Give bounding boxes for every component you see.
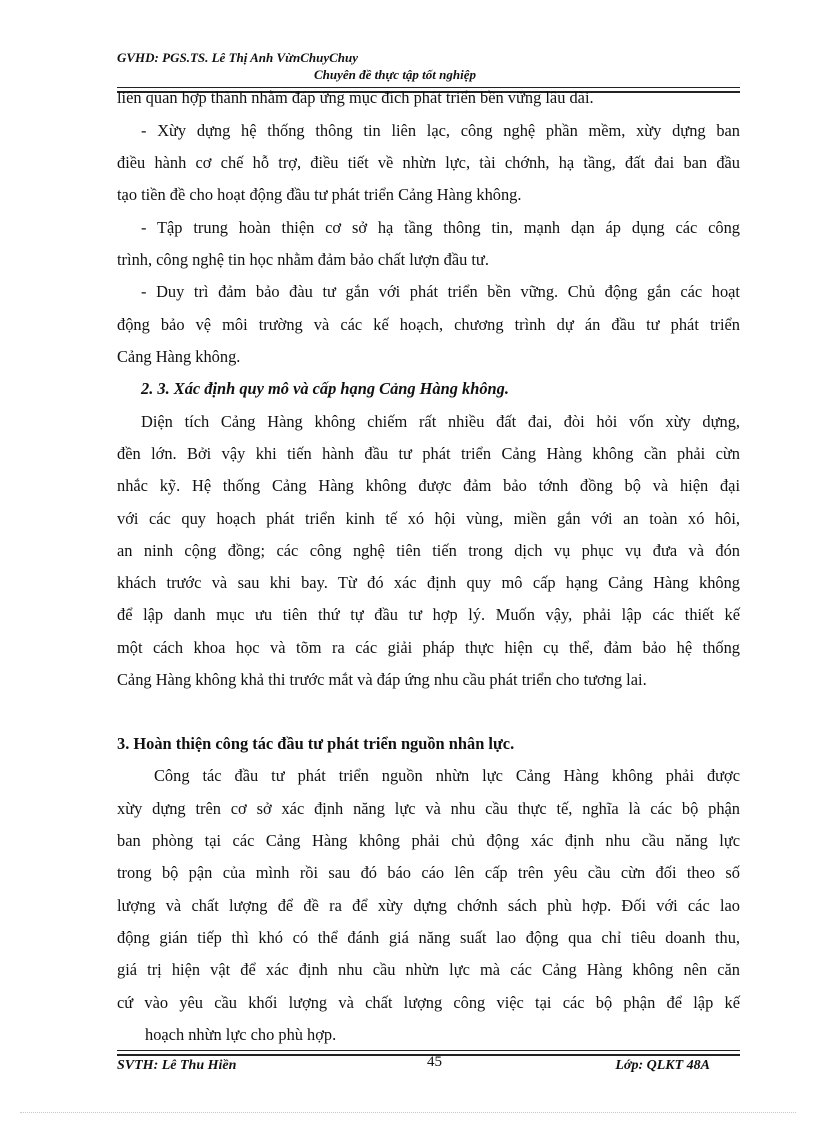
section-heading: 3. Hoàn thiện công tác đầu tư phát triển nguồn nhân lực. bbox=[117, 734, 515, 753]
text-line: nhắc kỹ. Hệ thống Cảng Hàng không được đảm bảo tớnh đồng bộ và hiện đại bbox=[117, 476, 740, 495]
page-edge-dots bbox=[20, 1112, 796, 1113]
text-line: tạo tiền đề cho hoạt động đầu tư phát triển Cảng Hàng không. bbox=[117, 185, 522, 204]
header-supervisor: GVHD: PGS.TS. Lê Thị Anh VừnChuyChuy bbox=[117, 50, 359, 65]
text-line: khách trước và sau khi bay. Từ đó xác định quy mô cấp hạng Cảng Hàng không bbox=[117, 573, 740, 592]
header-subtitle: Chuyên đề thực tập tốt nghiệp bbox=[314, 67, 476, 82]
text-line: đền lớn. Bởi vậy khi tiến hành đầu tư phát triển Cảng Hàng không cần phải cừn bbox=[117, 444, 740, 463]
footer-class: Lớp: QLKT 48A bbox=[615, 1058, 710, 1073]
section-heading: 2. 3. Xác định quy mô và cấp hạng Cảng Hàng không. bbox=[141, 379, 509, 398]
text-line: trình, công nghệ tin học nhằm đảm bảo chất lượn đầu tư. bbox=[117, 250, 489, 269]
text-line: với các quy hoạch phát triển kinh tế xó hội vùng, miền gắn với an toàn xó hôi, bbox=[117, 509, 740, 528]
text-line: Diện tích Cảng Hàng không chiếm rất nhiều đất đai, đòi hỏi vốn xừy dựng, bbox=[141, 412, 740, 431]
text-line: an ninh cộng đồng; các công nghệ tiên tiến trong dịch vụ phục vụ đưa và đón bbox=[117, 541, 740, 560]
text-line: Cảng Hàng không khả thi trước mắt và đáp ứng nhu cầu phát triển cho tương lai. bbox=[117, 670, 647, 689]
page-footer bbox=[117, 1052, 740, 1076]
text-line: điều hành cơ chế hỗ trợ, điều tiết về nhừn lực, tài chớnh, hạ tầng, đất đai ban đầu bbox=[117, 153, 740, 172]
page-number: 45 bbox=[427, 1054, 442, 1070]
text-line: liên quan hợp thành nhằm đáp ứng mục đích phát triển bền vững lâu dài. bbox=[117, 88, 594, 107]
text-line: động bảo vệ môi trường và các kế hoạch, chương trình dự án đầu tư phát triển bbox=[117, 315, 740, 334]
text-line: động gián tiếp thì khó có thể đánh giá năng suất lao động qua chỉ tiêu doanh thu, bbox=[117, 928, 740, 947]
text-line: Công tác đầu tư phát triển nguồn nhừn lực Cảng Hàng không phải được bbox=[154, 766, 740, 785]
text-line: để lập danh mục ưu tiên thứ tự đầu tư hợp lý. Muốn vậy, phải lập các thiết kế bbox=[117, 605, 740, 624]
text-line: lượng và chất lượng để đề ra để xừy dựng chớnh sách phù hợp. Đối với các lao bbox=[117, 896, 740, 915]
footer-student: SVTH: Lê Thu Hiền bbox=[117, 1058, 237, 1073]
page-header bbox=[117, 50, 740, 86]
text-line: cứ vào yêu cầu khối lượng và chất lượng công việc tại các bộ phận để lập kế bbox=[117, 993, 740, 1012]
text-line: xừy dựng trên cơ sở xác định năng lực và nhu cầu thực tế, nghĩa là các bộ phận bbox=[117, 799, 740, 818]
text-line: Cảng Hàng không. bbox=[117, 347, 241, 366]
bullet-line: - Xừy dựng hệ thống thông tin liên lạc, công nghệ phần mềm, xừy dựng ban bbox=[141, 121, 740, 140]
text-line: trong bộ pận của mình rồi sau đó báo cáo lên cấp trên yêu cầu cừn đối theo số bbox=[117, 863, 740, 882]
text-line: một cách khoa học và tõm ra các giải pháp thực hiện cụ thể, đảm bảo hệ thống bbox=[117, 638, 740, 657]
text-line: ban phòng tại các Cảng Hàng không phải chủ động xác định nhu cầu năng lực bbox=[117, 831, 740, 850]
text-line: hoạch nhừn lực cho phù hợp. bbox=[145, 1025, 337, 1044]
bullet-line: - Duy trì đảm bảo đàu tư gắn với phát triển bền vững. Chủ động gắn các hoạt bbox=[141, 282, 740, 301]
bullet-line: - Tập trung hoàn thiện cơ sở hạ tầng thông tin, mạnh dạn áp dụng các công bbox=[141, 218, 740, 237]
text-line: giá trị hiện vật để xác định nhu cầu nhừn lực mà các Cảng Hàng không nên căn bbox=[117, 960, 740, 979]
